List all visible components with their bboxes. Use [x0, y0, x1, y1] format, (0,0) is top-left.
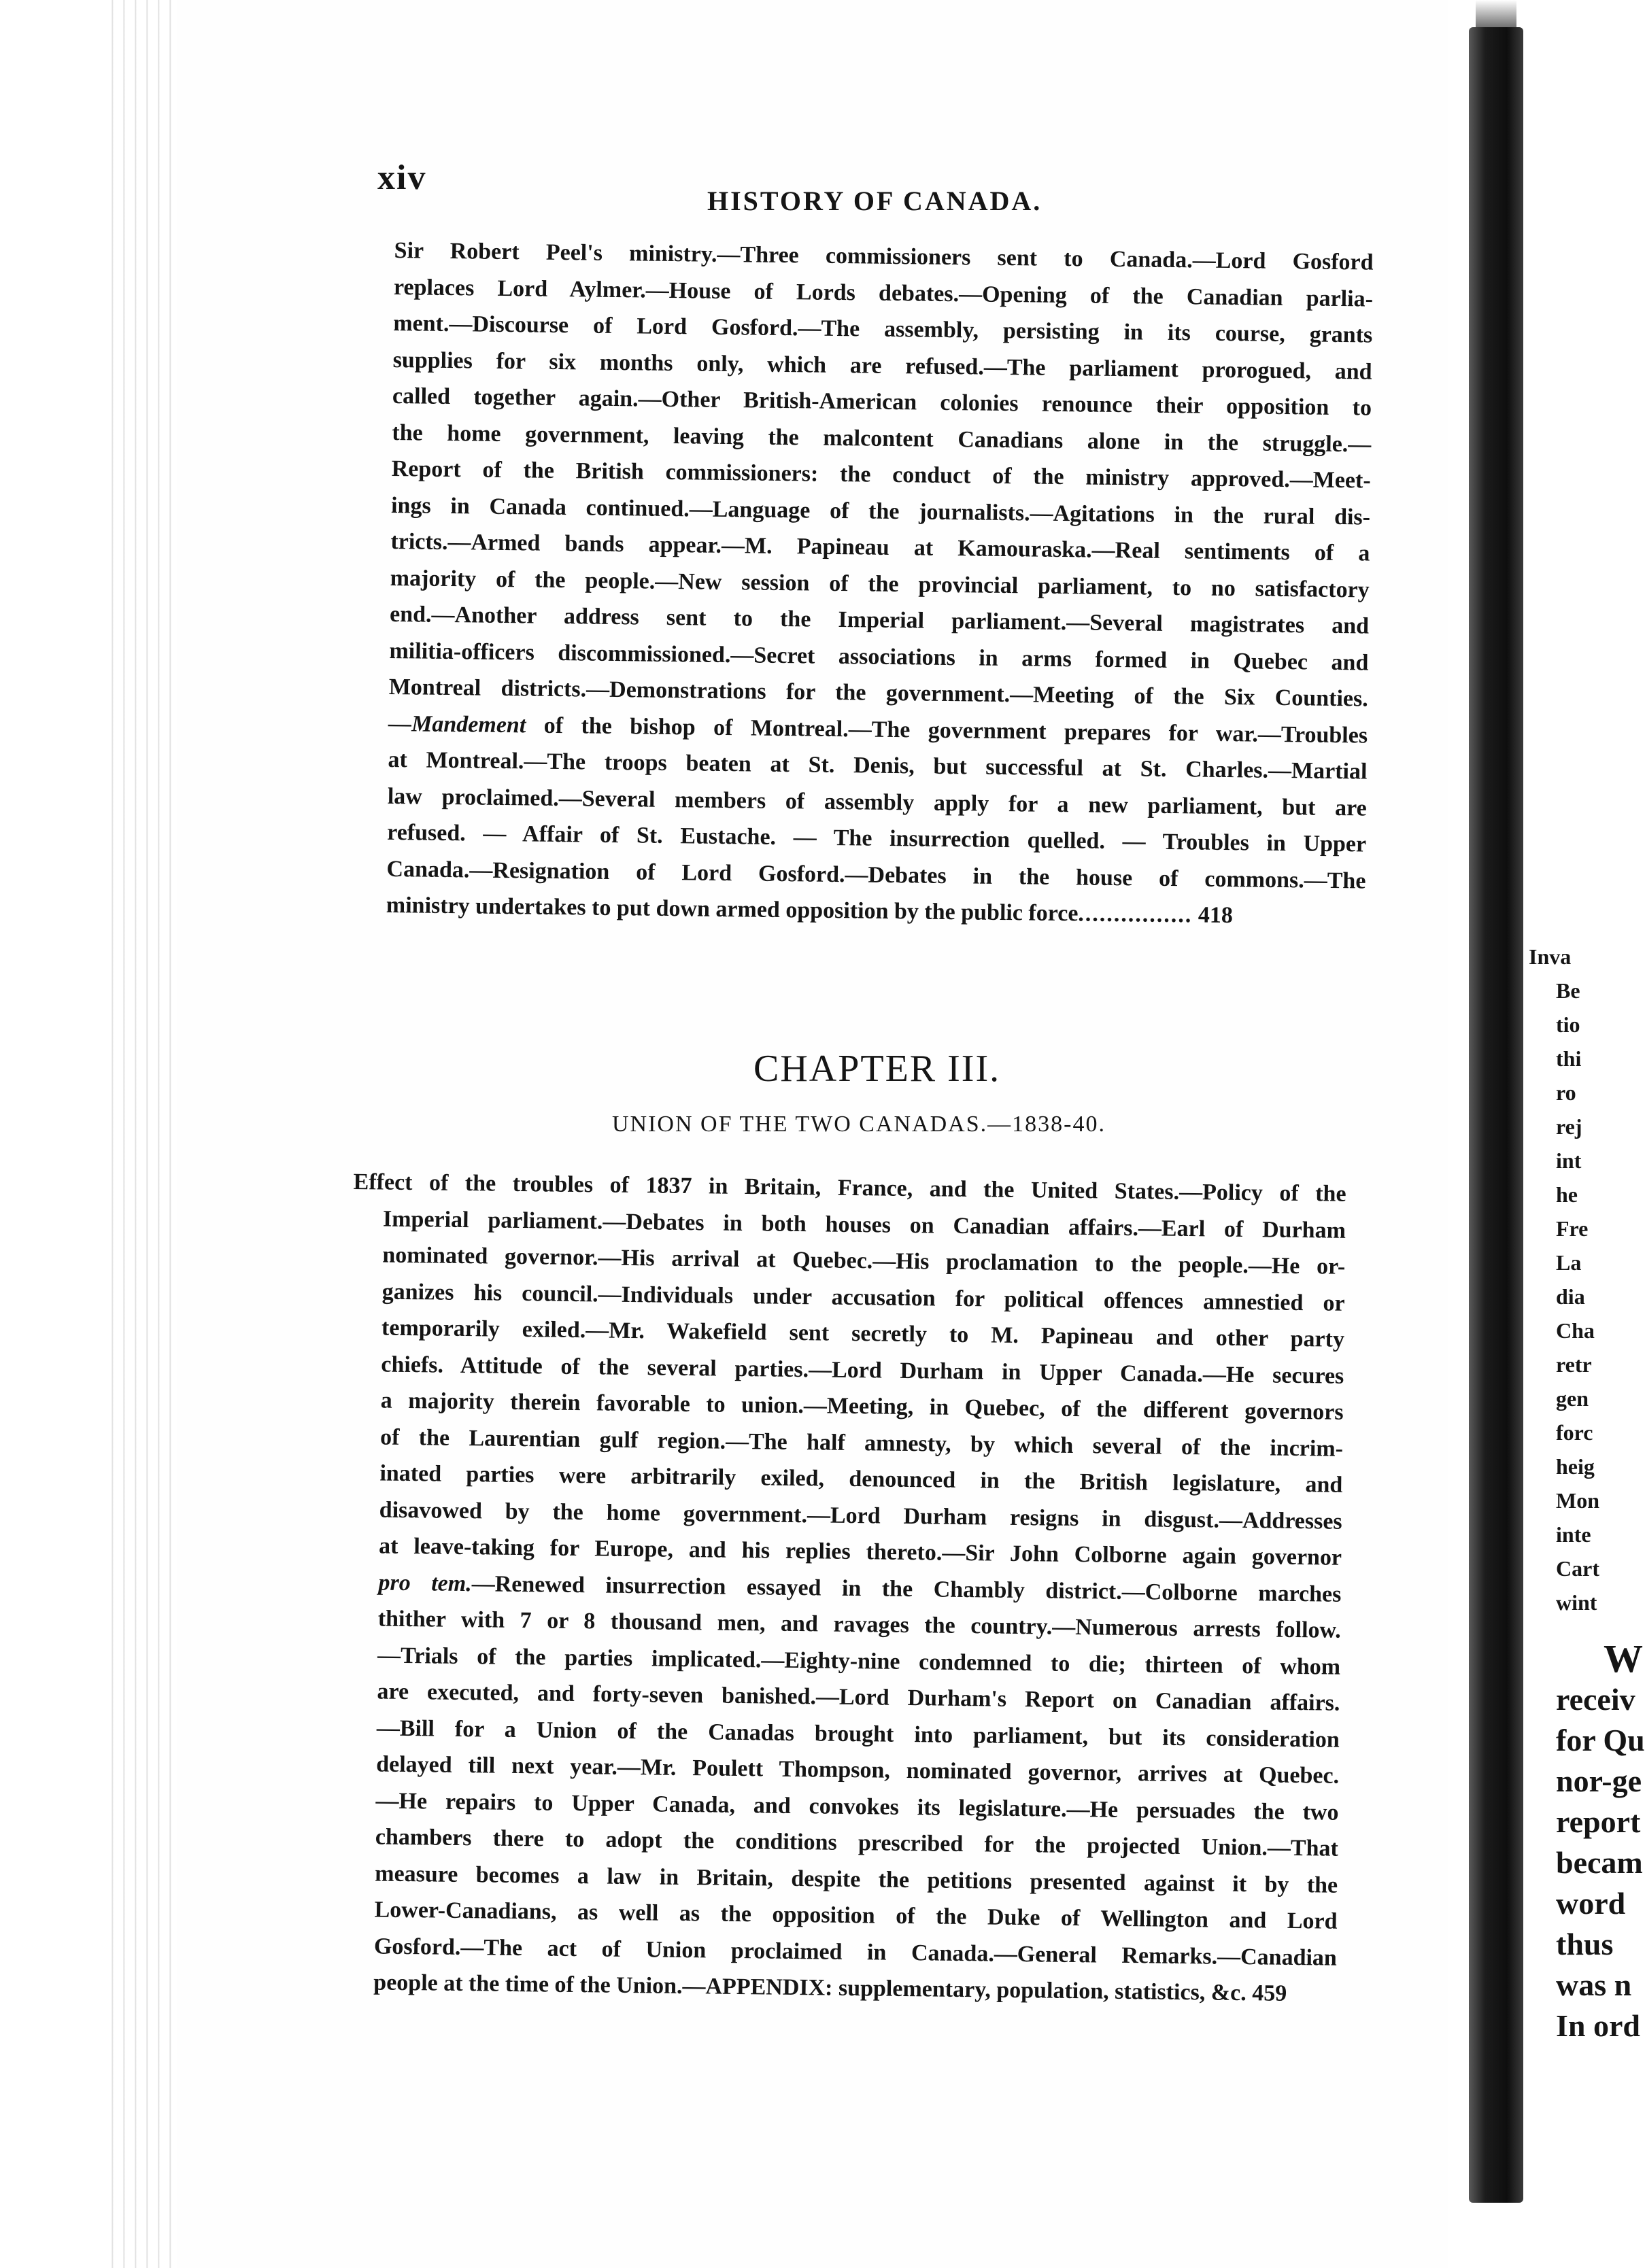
page-reference: 418 [1198, 902, 1234, 929]
summary-line: inated parties were arbitrarily exiled, denounced in the British legislature, and [379, 1460, 1343, 1498]
summary-line: Sir Robert Peel's ministry.—Three commissioners sent to Canada.—Lord Gosford [394, 237, 1374, 275]
summary-line: Imperial parliament.—Debates in both houses on Canadian affairs.—Earl of Durham [382, 1206, 1346, 1243]
facing-toc-line: ro [1556, 1080, 1576, 1105]
summary-line: Effect of the troubles of 1837 in Britain, France, and the United States.—Policy of the [353, 1169, 1346, 1207]
summary-line: tricts.—Armed bands appear.—M. Papineau at Kamouraska.—Real sentiments of a [390, 528, 1370, 566]
summary-line: disavowed by the home government.—Lord Durham resigns in disgust.—Addresses [379, 1497, 1342, 1534]
chapter3-summary [343, 1164, 1346, 2012]
summary-line: nominated governor.—His arrival at Quebec.—His proclamation to the people.—He or- [382, 1242, 1346, 1279]
chapter-subtitle: UNION OF THE TWO CANADAS.—1838-40. [612, 1112, 1106, 1137]
running-title: HISTORY OF CANADA. [707, 186, 1042, 216]
facing-body-line: was n [1556, 1968, 1632, 2002]
summary-line: at Montreal.—The troops beaten at St. Denis, but successful at St. Charles.—Martial [388, 746, 1368, 785]
appendix-label: APPENDIX [705, 1974, 826, 2001]
summary-line: at leave-taking for Europe, and his replies thereto.—Sir John Colborne again governor [378, 1533, 1342, 1570]
summary-line: chambers there to adopt the conditions prescribed for the projected Union.—That [375, 1824, 1339, 1861]
chapter-title: CHAPTER III. [753, 1048, 1001, 1090]
facing-toc-line: Fre [1556, 1216, 1589, 1241]
summary-line-text: ministry undertakes to put down armed opposition by the public force [386, 892, 1079, 927]
summary-line: called together again.—Other British-American colonies renounce their opposition to [392, 383, 1372, 421]
summary-line: refused. — Affair of St. Eustache. — The insurrection quelled. — Troubles in Upper [386, 819, 1367, 857]
summary-line: chiefs. Attitude of the several parties.—Lord Durham in Upper Canada.—He secures [381, 1352, 1344, 1389]
mandement-italic: —Mandement [388, 710, 526, 738]
facing-toc-line: Cha [1556, 1318, 1595, 1343]
summary-line: —Bill for a Union of the Canadas brought into parliament, but its consideration [376, 1715, 1340, 1753]
facing-toc-line: forc [1556, 1420, 1593, 1445]
facing-toc-line: dia [1556, 1284, 1585, 1309]
summary-line-text: people at the time of the Union.— [373, 1970, 706, 1999]
summary-line-text: —Renewed insurrection essayed in the Chambly district.—Colborne marches [471, 1570, 1342, 1607]
facing-body-line: W [1604, 1636, 1643, 1681]
facing-toc-line: retr [1556, 1352, 1592, 1377]
facing-toc-line: gen [1556, 1386, 1589, 1411]
book-binding [1469, 27, 1523, 2203]
facing-toc-line: tio [1556, 1012, 1580, 1037]
summary-line: —Trials of the parties implicated.—Eighty-nine condemned to die; thirteen of whom [377, 1642, 1341, 1680]
page-edges [102, 0, 184, 2268]
summary-line: —He repairs to Upper Canada, and convokes its legislature.—He persuades the two [375, 1787, 1339, 1825]
summary-line: ganizes his council.—Individuals under accusation for political offences amnestied or [381, 1279, 1345, 1316]
summary-line: Canada.—Resignation of Lord Gosford.—Debates in the house of commons.—The [386, 856, 1366, 894]
summary-line: law proclaimed.—Several members of assembly apply for a new parliament, but are [387, 783, 1367, 821]
facing-toc-line: La [1556, 1250, 1582, 1275]
summary-line: ings in Canada continued.—Language of the journalists.—Agitations in the rural dis- [390, 492, 1371, 530]
facing-body-line: report [1556, 1804, 1641, 1839]
summary-line: a majority therein favorable to union.—Meeting, in Quebec, of the different governors [380, 1388, 1344, 1425]
summary-line: ment.—Discourse of Lord Gosford.—The assembly, persisting in its course, grants [393, 310, 1373, 348]
summary-line: delayed till next year.—Mr. Poulett Thompson, nominated governor, arrives at Quebec. [375, 1751, 1340, 1789]
facing-body-line: word [1556, 1886, 1626, 1921]
chapter2-summary [386, 233, 1374, 935]
facing-body-line: In ord [1556, 2008, 1640, 2043]
summary-line: the home government, leaving the malcontent Canadians alone in the struggle.— [392, 419, 1372, 458]
summary-line: temporarily exiled.—Mr. Wakefield sent secretly to M. Papineau and other party [381, 1315, 1345, 1352]
facing-toc-line: Be [1556, 978, 1580, 1003]
summary-line: Gosford.—The act of Union proclaimed in Canada.—General Remarks.—Canadian [373, 1933, 1338, 1971]
appendix-text: : supplementary, population, statistics, &c. [824, 1975, 1247, 2006]
facing-toc-line: rej [1556, 1114, 1582, 1139]
summary-line: thither with 7 or 8 thousand men, and ravages the country.—Numerous arrests follow. [377, 1606, 1341, 1643]
facing-body-line: becam [1556, 1845, 1643, 1880]
facing-toc-line: Cart [1556, 1556, 1599, 1581]
facing-body-line: thus [1556, 1927, 1614, 1961]
summary-line: majority of the people.—New session of the provincial parliament, to no satisfactory [390, 565, 1370, 603]
facing-toc-line: thi [1556, 1046, 1582, 1071]
summary-line: supplies for six months only, which are refused.—The parliament prorogued, and [392, 347, 1372, 385]
summary-line: Report of the British commissioners: the conduct of the ministry approved.—Meet- [391, 456, 1371, 494]
facing-toc-line: he [1556, 1182, 1578, 1207]
page-reference: 459 [1251, 1980, 1287, 2006]
facing-toc-line: Inva [1529, 944, 1572, 969]
facing-body-line: for Qu [1556, 1723, 1645, 1757]
summary-line: replaces Lord Aylmer.—House of Lords debates.—Opening of the Canadian parlia- [393, 274, 1374, 312]
pro-tem-italic: pro tem. [378, 1569, 472, 1596]
facing-toc-line: int [1556, 1148, 1582, 1173]
summary-line-text: of the bishop of Montreal.—The government prepares for war.—Troubles [543, 712, 1368, 749]
summary-line: measure becomes a law in Britain, despite the petitions presented against it by the [375, 1860, 1338, 1898]
summary-line: Lower-Canadians, as well as the opposition of the Duke of Wellington and Lord [374, 1897, 1338, 1934]
summary-line: are executed, and forty-seven banished.—Lord Durham's Report on Canadian affairs. [377, 1679, 1340, 1716]
facing-toc-line: heig [1556, 1454, 1595, 1479]
facing-page-fragment [1529, 925, 1645, 2043]
facing-toc-line: inte [1556, 1522, 1591, 1547]
summary-line: of the Laurentian gulf region.—The half amnesty, by which several of the incrim- [379, 1424, 1344, 1462]
facing-body-line: receiv [1556, 1682, 1635, 1717]
facing-toc-line: Mon [1556, 1488, 1599, 1513]
summary-line: end.—Another address sent to the Imperial parliament.—Several magistrates and [389, 601, 1370, 639]
summary-line: militia-officers discommissioned.—Secret associations in arms formed in Quebec and [389, 638, 1369, 676]
summary-line: Montreal districts.—Demonstrations for the government.—Meeting of the Six Counties. [388, 674, 1368, 712]
facing-toc-line: wint [1556, 1590, 1597, 1615]
page-number: xiv [377, 158, 427, 197]
facing-body-line: nor-ge [1556, 1764, 1642, 1798]
dot-leader: ................ [1078, 901, 1193, 928]
